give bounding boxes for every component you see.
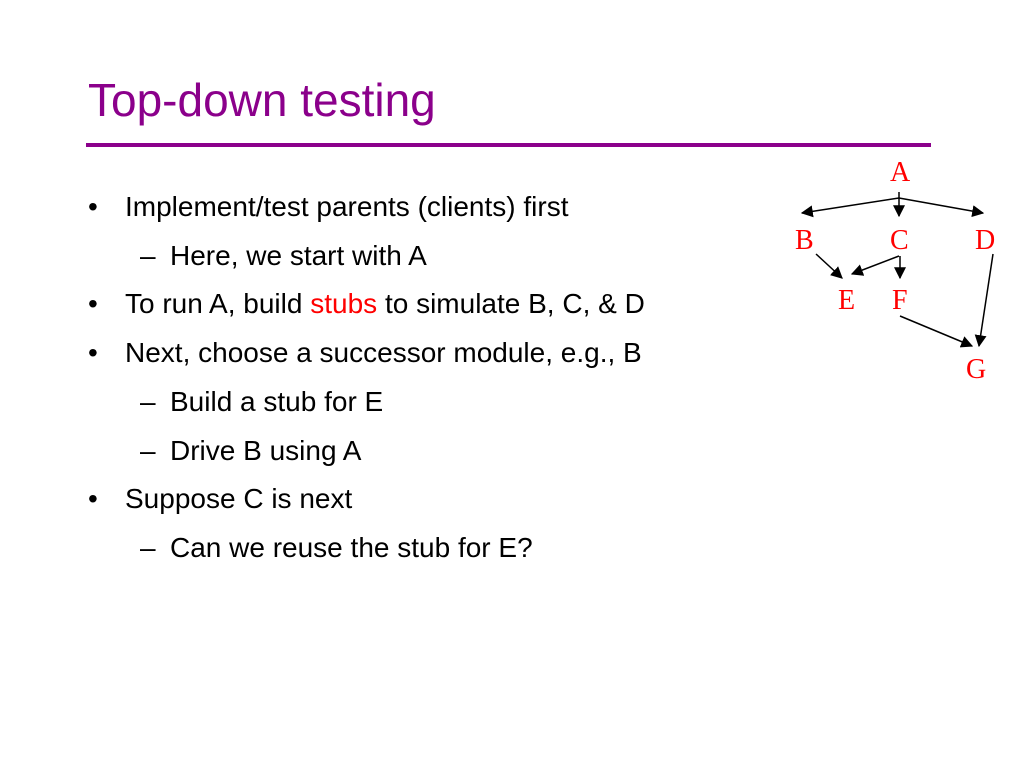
bullet-item xyxy=(88,287,645,321)
node-a: A xyxy=(890,157,911,188)
bullet-item xyxy=(88,482,352,516)
sub-bullet-text: Build a stub for E xyxy=(170,386,384,417)
slide-title: Top-down testing xyxy=(88,74,436,126)
sub-bullet-text: Drive B using A xyxy=(170,435,362,466)
bullet-item xyxy=(88,336,642,370)
edge-c-e xyxy=(852,256,899,274)
node-g: G xyxy=(966,354,987,385)
edge-a-b xyxy=(802,198,899,213)
node-d: D xyxy=(975,225,996,256)
bullet-text: Suppose C is next xyxy=(125,483,353,514)
bullet-marker: • xyxy=(88,191,98,222)
sub-bullet-text: Here, we start with A xyxy=(170,240,427,271)
edge-b-e xyxy=(816,254,842,278)
node-c: C xyxy=(890,225,909,256)
edge-d-g xyxy=(979,254,993,346)
node-f: F xyxy=(892,285,908,316)
dash-marker: – xyxy=(140,532,156,563)
sub-bullet-text: Can we reuse the stub for E? xyxy=(170,532,533,563)
dash-marker: – xyxy=(140,386,156,417)
sub-bullet-item xyxy=(140,385,383,419)
sub-bullet-item xyxy=(140,531,533,565)
sub-bullet-item xyxy=(140,239,427,273)
edge-f-g xyxy=(900,316,972,346)
node-e: E xyxy=(838,285,856,316)
bullet-text: to simulate B, C, & D xyxy=(377,288,645,319)
edge-a-d xyxy=(899,198,983,213)
bullet-text: To run A, build xyxy=(125,288,311,319)
module-hierarchy-diagram xyxy=(780,150,1020,400)
bullet-item xyxy=(88,190,568,224)
sub-bullet-item xyxy=(140,434,361,468)
bullet-marker: • xyxy=(88,483,98,514)
highlighted-term: stubs xyxy=(310,288,378,319)
dash-marker: – xyxy=(140,240,156,271)
node-b: B xyxy=(795,225,814,256)
bullet-text: Next, choose a successor module, e.g., B xyxy=(125,337,642,368)
bullet-marker: • xyxy=(88,288,98,319)
bullet-marker: • xyxy=(88,337,98,368)
dash-marker: – xyxy=(140,435,156,466)
bullet-text: Implement/test parents (clients) first xyxy=(125,191,569,222)
